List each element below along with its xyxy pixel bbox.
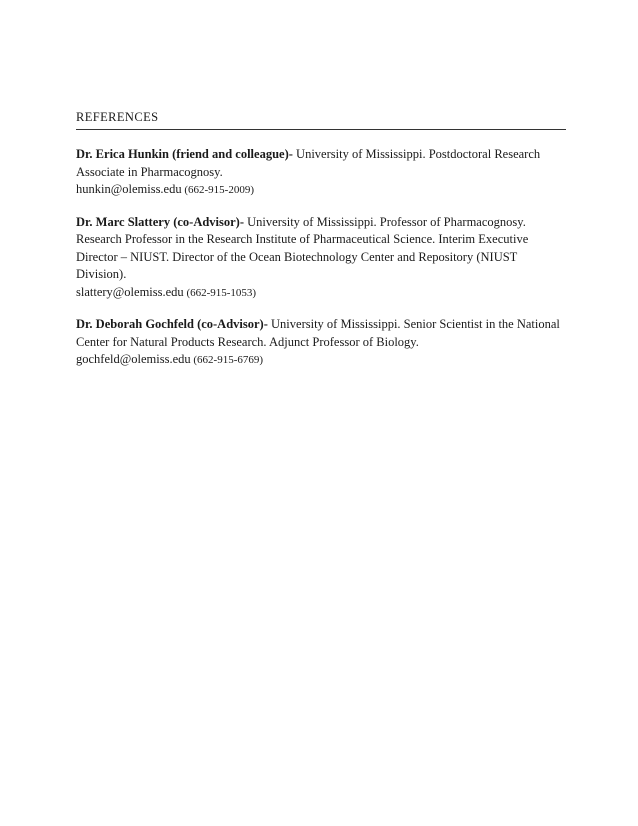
reference-phone: (662-915-6769) — [190, 354, 264, 366]
reference-entry — [76, 316, 566, 370]
reference-contact — [76, 351, 566, 370]
reference-contact — [76, 181, 566, 200]
reference-email: hunkin@olemiss.edu — [76, 182, 182, 196]
reference-name: Dr. Marc Slattery (co-Advisor)- — [76, 214, 245, 229]
reference-entry — [76, 146, 566, 200]
reference-email: gochfeld@olemiss.edu — [76, 352, 191, 366]
reference-description: University of Mississippi. Senior Scientist in the National Center for Natural Products Research. Adjunct Professor of Biology. — [76, 317, 560, 349]
document-page — [76, 108, 566, 384]
reference-description: University of Mississippi. Postdoctoral Research Associate in Pharmacognosy. — [76, 147, 541, 179]
reference-phone: (662-915-2009) — [181, 184, 255, 196]
reference-name: Dr. Deborah Gochfeld (co-Advisor)- — [76, 317, 268, 331]
reference-description: University of Mississippi. Professor of Pharmacognosy. Research Professor in the Research Institute of Pharmaceutical Science. Interim Executive Director – NIUST. Director of the Ocean Biotechnology Center and Repository (NIUST Division). — [76, 214, 529, 281]
reference-phone: (662-915-1053) — [183, 286, 257, 299]
reference-contact — [76, 284, 566, 303]
section-heading-references: REFERENCES — [76, 108, 566, 130]
reference-email: slattery@olemiss.edu — [76, 284, 184, 299]
reference-entry — [76, 214, 566, 303]
reference-name: Dr. Erica Hunkin (friend and colleague)- — [76, 147, 293, 161]
